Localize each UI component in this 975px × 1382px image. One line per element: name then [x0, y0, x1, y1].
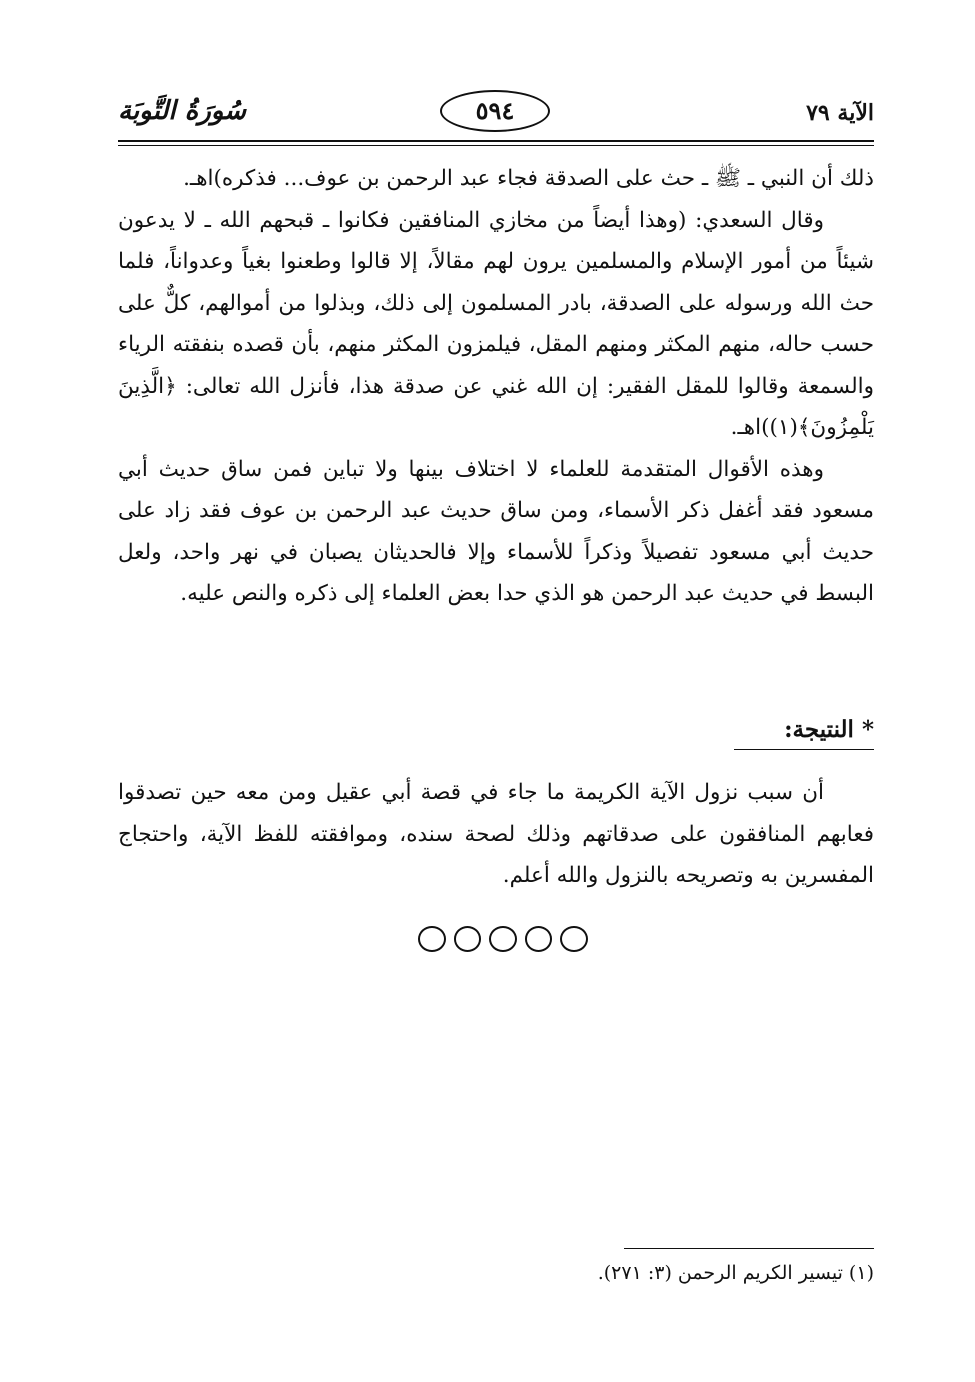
main-text: [118, 158, 874, 615]
divider-circle-icon: [418, 926, 446, 952]
paragraph-1: ذلك أن النبي ـ ﷺ ـ حث على الصدقة فجاء عبد الرحمن بن عوف... فذكره)اهـ.: [183, 166, 874, 191]
paragraph-2: وقال السعدي: (وهذا أيضاً من مخازي المنافقين فكانوا ـ قبحهم الله ـ لا يدعون شيئاً من أمور الإسلام والمسلمين يرون لهم مقالاً، إلا قالوا وطعنوا بغياً وعدواناً، فلما حث الله ورسوله على الصدقة، بادر المسلمون إلى ذلك، وبذلوا من أموالهم، كلٌّ على حسب حاله، منهم المكثر ومنهم المقل، فيلمزون المكثر منهم، بأن قصده بنفقته الرياء والسمعة وقالوا للمقل الفقير: إن الله غني عن صدقة هذا، فأنزل الله تعالى: ﴿الَّذِينَ يَلْمِزُونَ﴾(١))اهـ.: [118, 207, 874, 440]
section-divider-circles: [418, 926, 588, 956]
result-section: [118, 772, 874, 897]
result-heading: * النتيجة:: [734, 716, 874, 750]
header-rule-thin: [118, 145, 874, 146]
divider-circle-icon: [489, 926, 517, 952]
divider-circle-icon: [525, 926, 553, 952]
paragraph-3: وهذه الأقوال المتقدمة للعلماء لا اختلاف بينها ولا تباين فمن ساق حديث أبي مسعود فقد أغفل ذكر الأسماء، ومن ساق حديث عبد الرحمن بن عوف فقد زاد على حديث أبي مسعود تفصيلاً وذكراً للأسماء وإلا فالحديثان يصبان في نهر واحد، ولعل البسط في حديث عبد الرحمن هو الذي حدا بعض العلماء إلى ذكره والنص عليه.: [118, 456, 874, 606]
page-header: [118, 88, 874, 148]
footnote-rule: [624, 1248, 874, 1249]
page-number-badge: ٥٩٤: [440, 90, 550, 132]
result-paragraph: أن سبب نزول الآية الكريمة ما جاء في قصة أبي عقيل ومن معه حين تصدقوا فعابهم المنافقون على صدقاتهم وذلك لصحة سنده، وموافقته للفظ الآية، واحتجاج المفسرين به وتصريحه بالنزول والله أعلم.: [118, 780, 874, 888]
divider-circle-icon: [560, 926, 588, 952]
surah-title: سُورَةُ التَّوبَة: [118, 96, 247, 126]
header-rule-thick: [118, 140, 874, 142]
footnote: (١) تيسير الكريم الرحمن (٣: ٢٧١).: [597, 1262, 874, 1284]
divider-circle-icon: [454, 926, 482, 952]
verse-label: الآية ٧٩: [806, 100, 874, 126]
